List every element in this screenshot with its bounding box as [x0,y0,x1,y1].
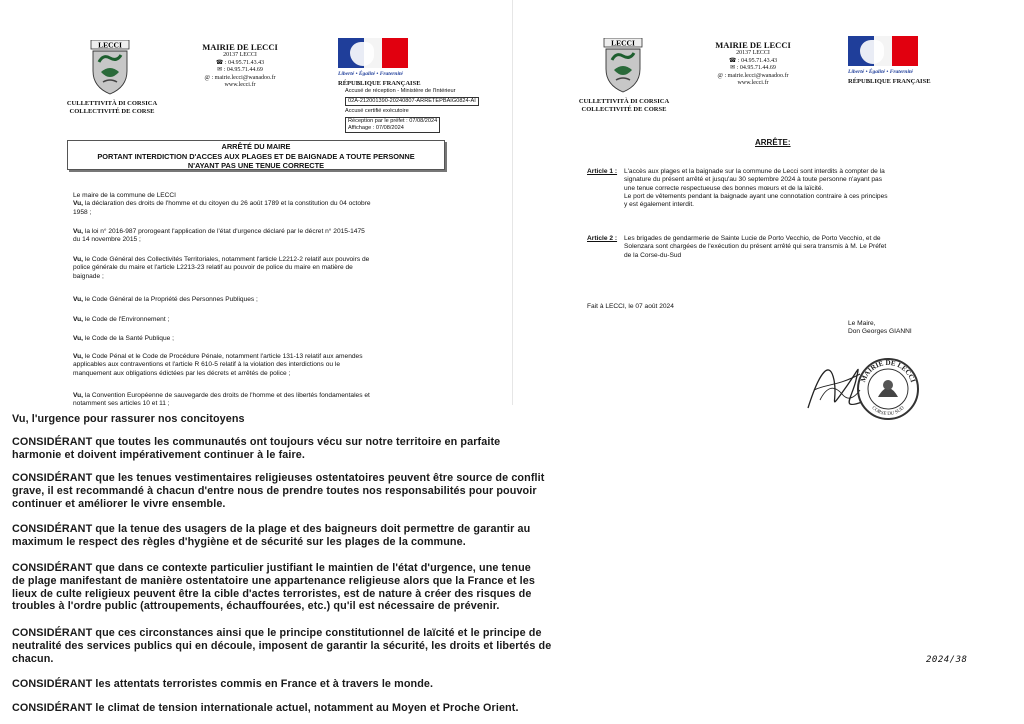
vu-3-text-cont: police générale du maire et l'article L2213-23 relatif au pouvoir de police du maire en matière de [73,264,353,272]
vu-label: Vu, [73,316,84,323]
considerant-3-line: CONSIDÉRANT que la tenue des usagers de la plage et des baigneurs doit permettre de garantir au [12,523,531,535]
mairie-header [703,40,803,88]
vu-2-text-cont: du 14 novembre 2015 ; [73,236,141,244]
considerant-2-line: CONSIDÉRANT que les tenues vestimentaires religieuses ostentatoires peuvent être source de conflit [12,472,545,484]
considerant-2 [12,472,717,510]
lecci-crest-logo [598,38,648,94]
lecci-crest-logo [85,40,135,96]
considerant-5-line: neutralité des services publics qui en découle, imposent de garantir la sécurité, les droits et libertés de [12,639,552,652]
considerant-4-line: CONSIDÉRANT que dans ce contexte particulier justifiant le maintien de l'état d'urgence, une tenue [12,562,531,574]
vu-label: Vu, [73,296,84,303]
mairie-fax: ✉ : 04.95.71.44.69 [730,65,776,71]
title-line-3: N'AYANT PAS UNE TENUE CORRECTE [187,161,325,170]
vu-8-text: la Convention Européenne de sauvegarde des droits de l'homme et des libertés fondamentales et [84,392,370,399]
mairie-title: MAIRIE DE LECCI [715,40,791,50]
article-1-line: Le port de vêtements pendant la baignade ayant une connotation contraire à ces principes [624,192,888,200]
considerant-2-line: continuer et améliorer le vivre ensemble. [12,497,226,510]
vu-2-text: la loi n° 2016-987 prorogeant l'application de l'état d'urgence déclaré par le décret n° 2015-1475 [84,228,365,235]
vu-7-text: le Code Pénal et le Code de Procédure Pénale, notamment l'article 131-13 relatif aux amendes [84,353,363,360]
vu-loi [73,228,453,245]
vu-3-text: le Code Général des Collectivités Territoriales, notamment l'article L2212-2 relatif aux pouvoirs de [84,256,370,263]
considerant-4-line: troubles à l'ordre public (attroupements, échauffourées, etc.) qu'il est nécessaire de prévenir. [12,600,500,613]
mairie-seal-stamp [856,357,920,421]
maire-intro: Le maire de la commune de LECCI [73,192,176,199]
accuse-reception: Accusé de réception - Ministère de l'Intérieur [345,88,456,94]
signatory-block [848,320,912,337]
prefecture-stamp [345,88,479,133]
article-1-line: y est également interdit. [624,201,695,209]
le-maire-label: Le Maire, [848,320,876,327]
vu-urgence: Vu, l'urgence pour rassurer nos concitoyens [12,413,245,425]
vu-7-text-cont2: manquement aux obligations édictées par les décrets et arrêtés de police ; [73,369,291,377]
vu-1-text: la déclaration des droits de l'homme et du citoyen du 26 août 1789 et la constitution du 04 octobre [84,200,371,208]
republique-text: RÉPUBLIQUE FRANÇAISE [338,80,421,87]
mairie-email: @ : mairie.lecci@wanadoo.fr [717,72,789,79]
considerant-4-line: lieux de culte religieux peuvent être la cible d'actes terroristes, est de nature à créer des risques de [12,587,532,600]
mairie-fax: ✉ : 04.95.71.44.69 [217,67,263,73]
svg-text:MAIRIE DE LECCI: MAIRIE DE LECCI [859,359,917,384]
mairie-website: www.lecci.fr [737,80,769,86]
vu-4-text: le Code Général de la Propriété des Personnes Publiques ; [84,296,258,303]
considerant-6: CONSIDÉRANT les attentats terroristes commis en France et à travers le monde. [12,678,434,690]
considerant-1 [12,436,717,462]
considerant-3 [12,523,717,549]
affichage-date: Affichage : 07/08/2024 [348,125,404,131]
vu-5-text: le Code de l'Environnement ; [84,316,170,323]
vu-environnement [73,316,453,324]
vu-cgct [73,256,453,281]
article-2-line: Solenzara sont chargées de l'exécution du présent arrêté qui sera transmis à M. Le Préfet [624,243,887,251]
article-2-line: de la Corse-du-Sud [624,251,682,259]
collectivity-line-2: COLLECTIVITÉ DE CORSE [581,106,667,113]
vu-1-text-cont: 1958 ; [73,208,92,216]
republique-text: RÉPUBLIQUE FRANÇAISE [848,78,931,85]
mairie-header [190,42,290,90]
fait-a-lecci: Fait à LECCI, le 07 août 2024 [587,303,674,310]
considerant-5-line: CONSIDÉRANT que ces circonstances ainsi que le principe constitutionnel de laïcité et le principe de [12,627,542,639]
article-2-text [624,235,964,260]
vu-cgppp [73,296,453,304]
article-1 [587,168,617,176]
article-2 [587,235,617,243]
mairie-phone: ☎ : 04.95.71.43.43 [728,57,778,64]
page-divider [512,0,513,405]
mairie-email: @ : mairie.lecci@wanadoo.fr [204,74,276,81]
vu-declaration [73,192,453,217]
considerant-3-line: maximum le respect des règles d'hygiène et de sécurité sur les plages de la commune. [12,535,466,548]
article-2-label: Article 2 : [587,235,618,242]
vu-label: Vu, [73,392,84,399]
vu-code-penal [73,353,453,378]
article-2-line: Les brigades de gendarmerie de Sainte Lucie de Porto Vecchio, de Porto Vecchio, et de [624,235,881,242]
collectivity-line-1: CULLETTIVITÀ DI CORSICA [578,98,670,105]
mairie-title: MAIRIE DE LECCI [202,42,278,52]
considerant-1-line: CONSIDÉRANT que toutes les communautés ont toujours vécu sur notre territoire en parfaite [12,436,501,448]
vu-sante [73,335,453,343]
mairie-postal: 20137 LECCI [223,52,257,58]
vu-label: Vu, [73,228,84,235]
article-1-label: Article 1 : [587,168,618,175]
article-1-line: L'accès aux plages et la baignade sur la commune de Lecci sont interdits à compter de la [624,168,885,175]
article-1-text [624,168,964,209]
vu-label: Vu, [73,353,84,360]
reception-prefet: Réception par le préfet : 07/08/2024 [348,118,438,124]
marianne-flag-logo [338,38,408,68]
vu-7-text-cont: applicables aux contraventions et l'article R 610-5 relatif à la violation des interdictions ou le [73,361,340,369]
mairie-phone: ☎ : 04.95.71.43.43 [215,59,265,66]
arrete-title-box [67,140,445,170]
handwritten-reference: 2024/38 [926,655,968,665]
article-1-line: une tenue correcte respectueuse des bonnes mœurs et de la laïcité. [624,184,824,192]
mairie-website: www.lecci.fr [224,82,256,88]
collectivity-line-1: CULLETTIVITÀ DI CORSICA [66,100,158,107]
considerant-1-line: harmonie et doivent impérativement continuer à le faire. [12,448,305,461]
considerant-5-line: chacun. [12,652,54,665]
vu-label: Vu, [73,256,84,263]
svg-text:CORSE DU SUD: CORSE DU SUD [870,405,906,418]
vu-6-text: le Code de la Santé Publique ; [84,335,174,342]
vu-label: Vu, [73,335,84,342]
devise-text: Liberté • Égalité • Fraternité [848,69,913,75]
vu-convention [73,392,453,409]
considerant-4 [12,562,717,613]
article-1-line: signature du présent arrêté et jusqu'au 30 septembre 2024 à toute personne n'ayant pas [624,176,883,184]
acte-id: 02A-212001390-20240807-ARRETEPBAIG0824-AI [345,97,479,106]
svg-text:LECCI: LECCI [611,38,635,48]
arrete-heading: ARRÊTE: [755,138,791,147]
considerant-5 [12,627,717,665]
collectivity-line-2: COLLECTIVITÉ DE CORSE [69,108,155,115]
considerant-2-line: grave, il est recommandé à chacun d'entre nous de prendre toutes nos responsabilités pour pouvoir [12,484,537,497]
devise-text: Liberté • Égalité • Fraternité [338,71,403,77]
vu-label: Vu, [73,200,84,208]
svg-text:LECCI: LECCI [98,40,122,50]
accuse-certifie: Accusé certifié exécutoire [345,108,409,114]
vu-3-text-cont2: baignade ; [73,272,104,280]
title-line-1: ARRÊTÉ DU MAIRE [221,142,291,151]
marianne-flag-logo [848,36,918,66]
mairie-postal: 20137 LECCI [736,50,770,56]
vu-8-text-cont: notamment ses articles 10 et 11 ; [73,400,170,408]
title-line-2: PORTANT INTERDICTION D'ACCES AUX PLAGES ET DE BAIGNADE A TOUTE PERSONNE [97,151,415,161]
maire-name: Don Georges GIANNI [848,328,912,336]
considerant-4-line: de plage manifestant de manière ostentatoire une appartenance religieuse alors que la France et les [12,574,535,587]
considerant-7: CONSIDÉRANT le climat de tension internationale actuel, notamment au Moyen et Proche Orient. [12,702,519,714]
